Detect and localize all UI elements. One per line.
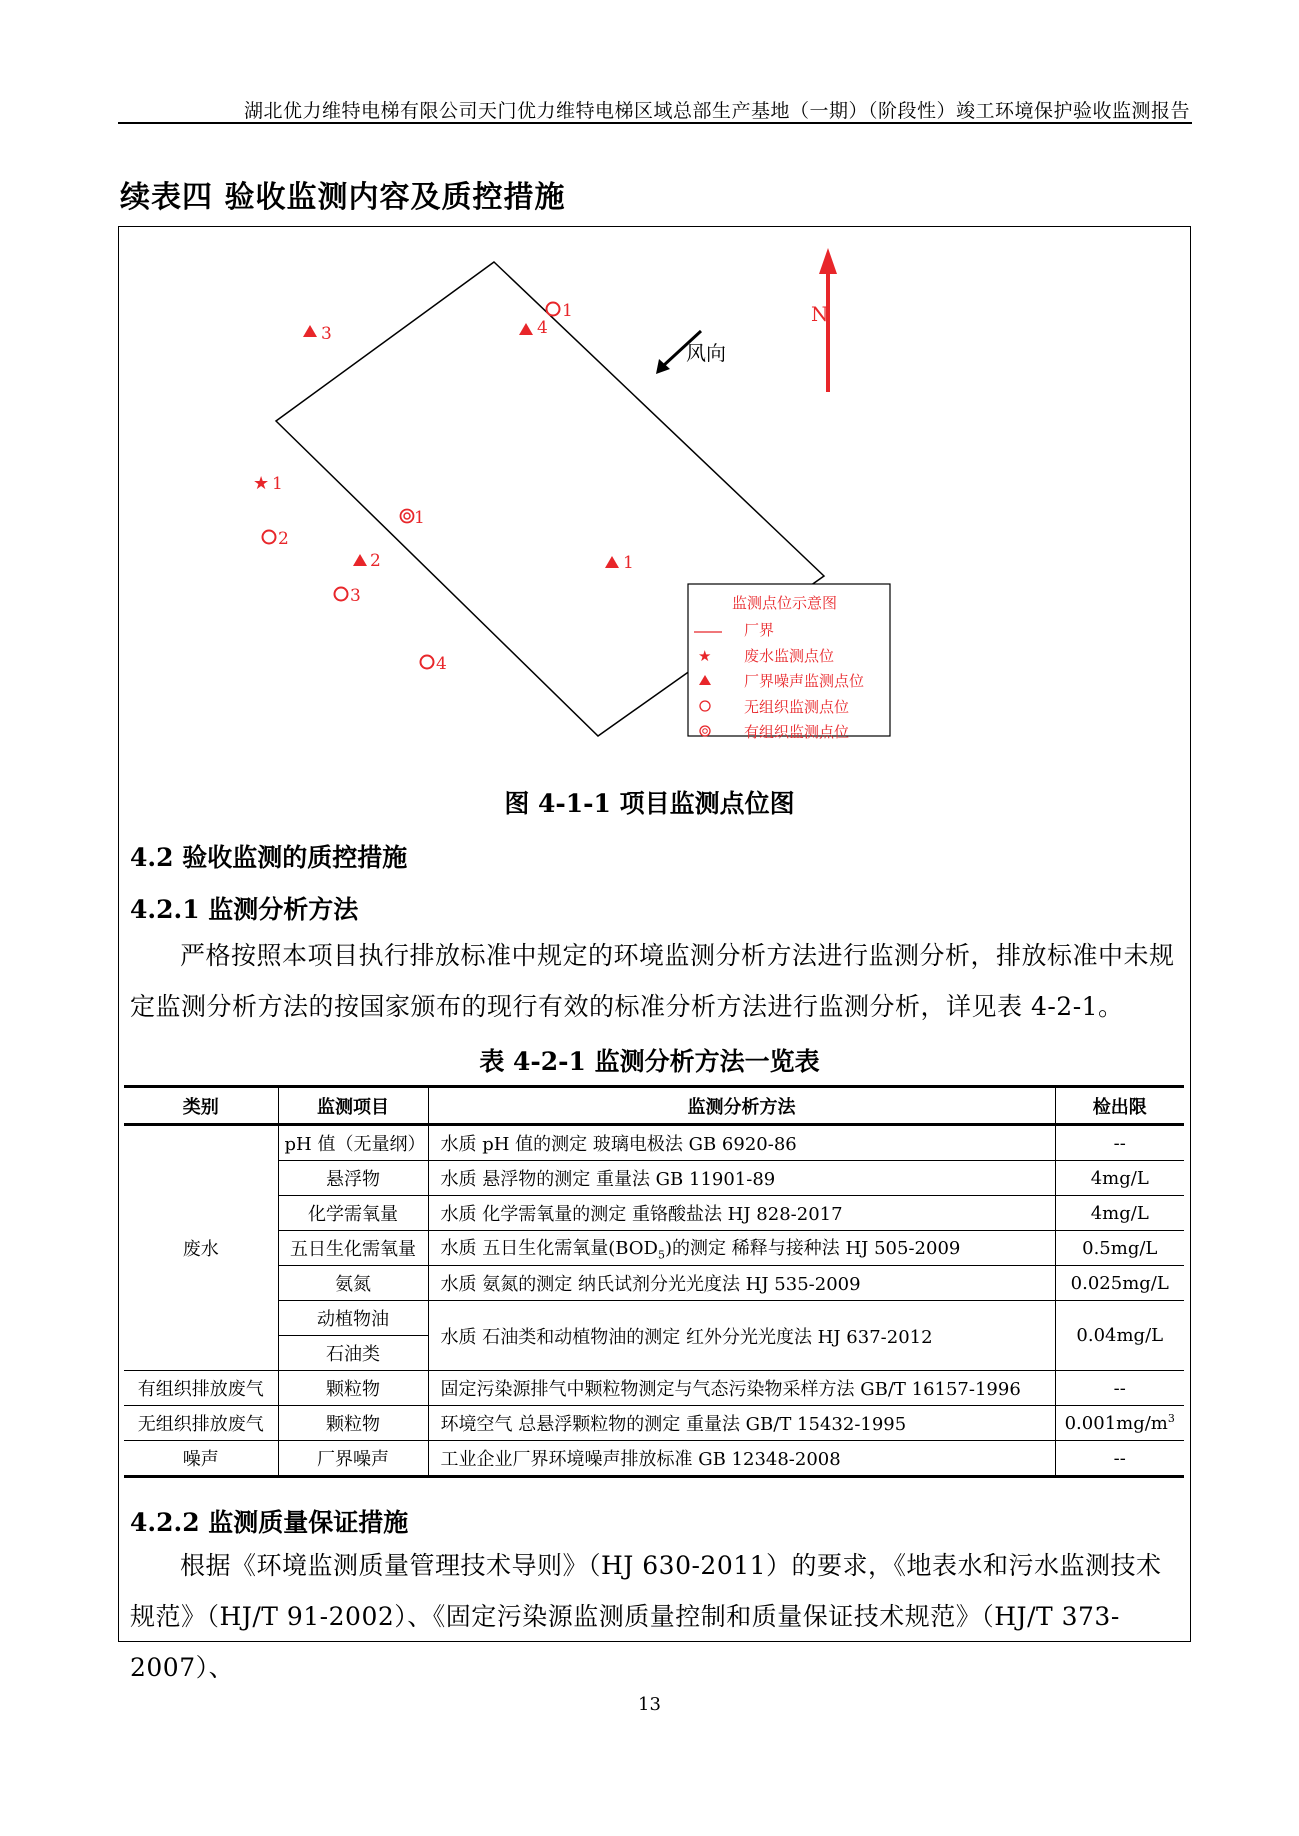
noise-point-4-label: 4 (537, 318, 548, 338)
unorganized-point-4-label: 4 (436, 654, 447, 674)
superscript: 3 (1167, 1412, 1175, 1425)
table-row (124, 1301, 1184, 1336)
table-row (124, 1231, 1184, 1266)
limit-cell: -- (1055, 1371, 1184, 1406)
method-text: 水质 五日生化需氧量(BOD (440, 1238, 658, 1260)
table-row (124, 1125, 1184, 1161)
method-text-tail: )的测定 稀释与接种法 HJ 505-2009 (665, 1238, 961, 1260)
limit-cell: 0.5mg/L (1055, 1231, 1184, 1266)
heading-4-2-2: 4.2.2 监测质量保证措施 (130, 1508, 409, 1537)
monitoring-point-map (118, 226, 1189, 766)
organized-point-1-icon (401, 510, 414, 523)
method-cell: 工业企业厂界环境噪声排放标准 GB 12348-2008 (428, 1441, 1055, 1477)
noise-point-2-label: 2 (370, 551, 381, 571)
category-cell: 噪声 (124, 1441, 278, 1477)
table-row (124, 1371, 1184, 1406)
subscript: 5 (658, 1248, 665, 1262)
item-cell: 化学需氧量 (278, 1196, 428, 1231)
table-row (124, 1266, 1184, 1301)
legend (688, 584, 890, 741)
unorganized-point-1-icon (547, 303, 560, 316)
item-cell: 氨氮 (278, 1266, 428, 1301)
report-header: 湖北优力维特电梯有限公司天门优力维特电梯区域总部生产基地（一期）（阶段性）竣工环境保护验收监测报告 (243, 100, 1190, 122)
table-row (124, 1161, 1184, 1196)
legend-item-organized: 有组织监测点位 (744, 723, 850, 741)
limit-cell (1055, 1406, 1184, 1441)
item-cell: 五日生化需氧量 (278, 1231, 428, 1266)
unorganized-point-3-icon (335, 588, 348, 601)
heading-4-2: 4.2 验收监测的质控措施 (130, 843, 408, 872)
category-cell: 有组织排放废气 (124, 1371, 278, 1406)
noise-point-3-icon (303, 325, 317, 337)
table-row (124, 1196, 1184, 1231)
limit-cell: 4mg/L (1055, 1196, 1184, 1231)
method-cell: 固定污染源排气中颗粒物测定与气态污染物采样方法 GB/T 16157-1996 (428, 1371, 1055, 1406)
table-header: 检出限 (1055, 1087, 1184, 1125)
legend-item-unorganized: 无组织监测点位 (744, 698, 850, 716)
noise-point-1-icon (605, 556, 619, 568)
table-header-row (124, 1087, 1184, 1125)
table-header: 类别 (124, 1087, 278, 1125)
legend-item-noise: 厂界噪声监测点位 (744, 672, 865, 690)
category-cell: 无组织排放废气 (124, 1406, 278, 1441)
method-cell: 水质 悬浮物的测定 重量法 GB 11901-89 (428, 1161, 1055, 1196)
header-rule (118, 122, 1192, 124)
legend-star-icon: ★ (698, 647, 712, 665)
methods-table (124, 1085, 1184, 1478)
limit-cell: 0.04mg/L (1055, 1301, 1184, 1371)
paragraph-methods: 严格按照本项目执行排放标准中规定的环境监测分析方法进行监测分析，排放标准中未规定监测分析方法的按国家颁布的现行有效的标准分析方法进行监测分析，详见表 4-2-1。 (130, 941, 1175, 1021)
legend-item-boundary: 厂界 (744, 621, 775, 639)
table-caption: 表 4-2-1 监测分析方法一览表 (479, 1047, 820, 1076)
item-cell: 动植物油 (278, 1301, 428, 1336)
item-cell: 厂界噪声 (278, 1441, 428, 1477)
heading-4-2-1: 4.2.1 监测分析方法 (130, 895, 359, 924)
wastewater-point-1-icon: ★ (253, 473, 270, 494)
table-row (124, 1441, 1184, 1477)
item-cell: 石油类 (278, 1336, 428, 1371)
method-cell: 水质 pH 值的测定 玻璃电极法 GB 6920-86 (428, 1125, 1055, 1161)
table-header: 监测项目 (278, 1087, 428, 1125)
section-title: 续表四 验收监测内容及质控措施 (120, 180, 566, 215)
page-number: 13 (638, 1694, 661, 1715)
paragraph-quality: 根据《环境监测质量管理技术导则》（HJ 630-2011）的要求，《地表水和污水监测技术规范》（HJ/T 91-2002）、《固定污染源监测质量控制和质量保证技术规范》（HJ/T 373-2007）、 (130, 1551, 1162, 1682)
limit-cell: -- (1055, 1441, 1184, 1477)
legend-item-wastewater: 废水监测点位 (744, 647, 835, 665)
unorganized-point-1-label: 1 (562, 301, 573, 321)
method-cell: 环境空气 总悬浮颗粒物的测定 重量法 GB/T 15432-1995 (428, 1406, 1055, 1441)
noise-point-3-label: 3 (321, 324, 332, 344)
organized-point-1-inner (404, 513, 410, 519)
unorganized-point-3-label: 3 (350, 586, 361, 606)
item-cell: 颗粒物 (278, 1406, 428, 1441)
table-row (124, 1406, 1184, 1441)
wastewater-point-1-label: 1 (272, 474, 283, 494)
limit-cell: 0.025mg/L (1055, 1266, 1184, 1301)
method-cell: 水质 氨氮的测定 纳氏试剂分光光度法 HJ 535-2009 (428, 1266, 1055, 1301)
limit-cell: -- (1055, 1125, 1184, 1161)
noise-point-1-label: 1 (623, 553, 634, 573)
north-label: N (811, 302, 829, 326)
item-cell: 颗粒物 (278, 1371, 428, 1406)
limit-cell: 4mg/L (1055, 1161, 1184, 1196)
method-cell (428, 1231, 1055, 1266)
legend-title: 监测点位示意图 (732, 594, 838, 612)
table-header: 监测分析方法 (428, 1087, 1055, 1125)
noise-point-2-icon (353, 554, 367, 566)
noise-point-4-icon (519, 323, 533, 335)
unorganized-point-2-label: 2 (278, 529, 289, 549)
item-cell: 悬浮物 (278, 1161, 428, 1196)
unorganized-point-2-icon (263, 531, 276, 544)
figure-caption: 图 4-1-1 项目监测点位图 (504, 789, 795, 818)
unorganized-point-4-icon (421, 656, 434, 669)
limit-text: 0.001mg/m (1064, 1413, 1168, 1434)
category-cell: 废水 (124, 1125, 278, 1371)
wind-label: 风向 (686, 341, 726, 365)
item-cell: pH 值（无量纲） (278, 1125, 428, 1161)
organized-point-1-label: 1 (414, 508, 425, 528)
method-cell: 水质 石油类和动植物油的测定 红外分光光度法 HJ 637-2012 (428, 1301, 1055, 1371)
north-arrow-head (819, 248, 837, 274)
method-cell: 水质 化学需氧量的测定 重铬酸盐法 HJ 828-2017 (428, 1196, 1055, 1231)
